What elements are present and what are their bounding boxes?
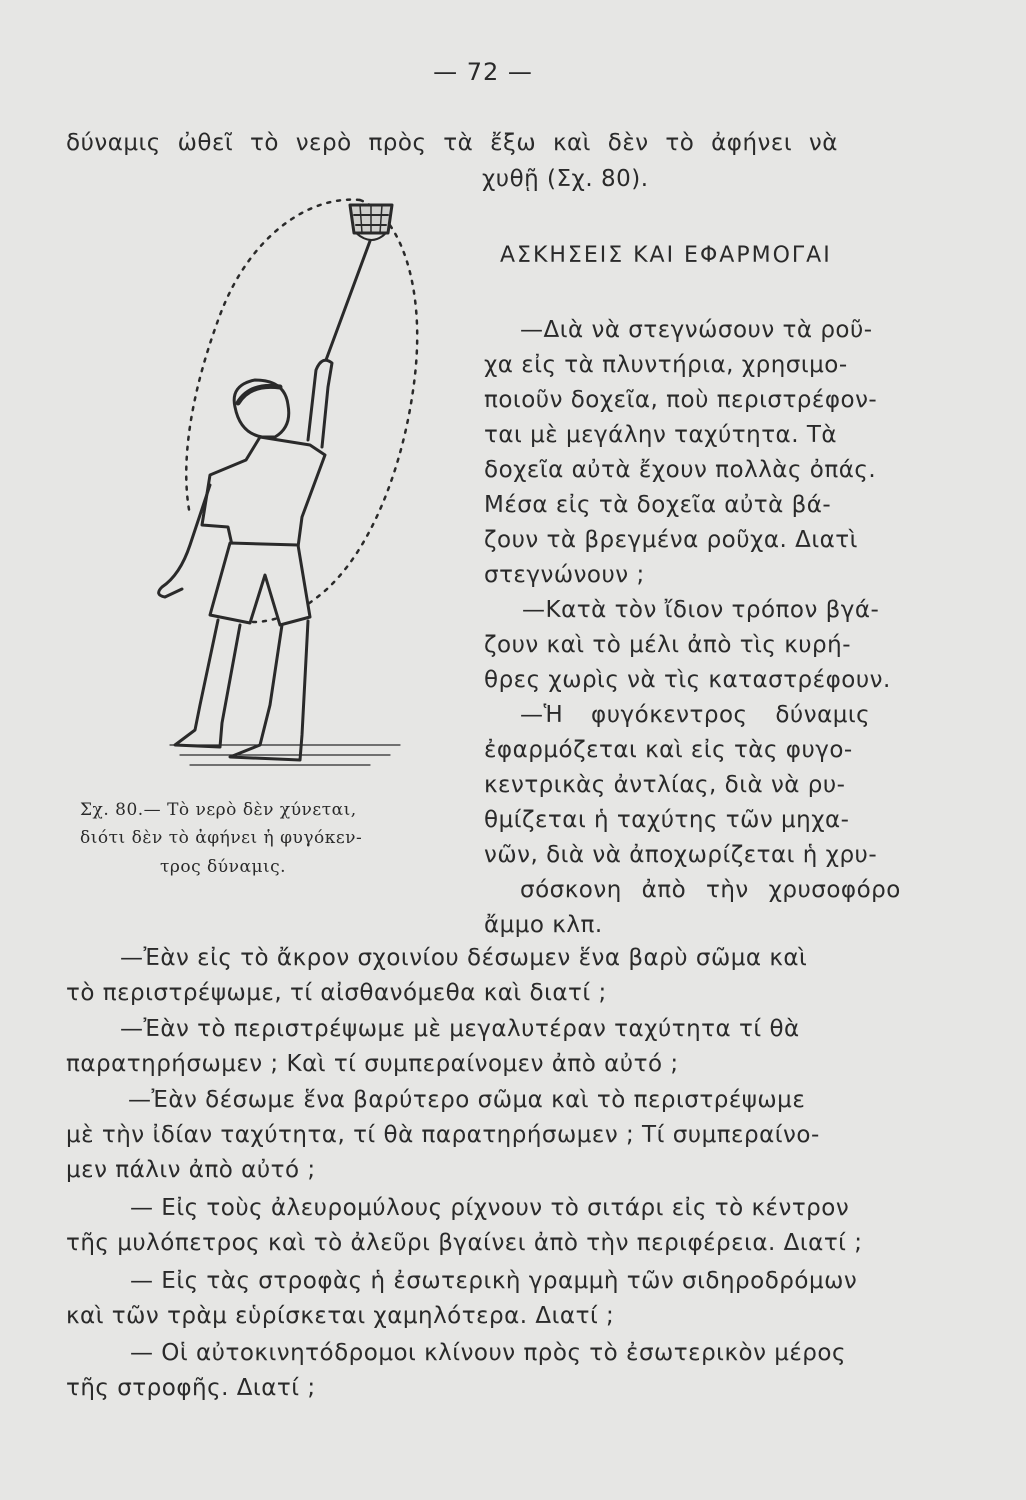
boy-arm-lowered	[159, 485, 210, 597]
body-line: τῆς στροφῆς. Διατί ;	[66, 1375, 316, 1401]
body-line: τὸ περιστρέψωμε, τί αἰσθανόμεθα καὶ διατί ;	[66, 980, 607, 1006]
intro-line: δύναμις ὠθεῖ τὸ νερὸ πρὸς τὰ ἔξω καὶ δὲν τὸ ἀφήνει νὰ	[66, 130, 838, 156]
right-column-line: ἐφαρμόζεται καὶ εἰς τὰς φυγο-	[484, 737, 853, 763]
right-column-line: —Διὰ νὰ στεγνώσουν τὰ ροῦ-	[520, 317, 873, 343]
body-line: καὶ τῶν τρὰμ εὑρίσκεται χαμηλότερα. Διατί ;	[66, 1303, 615, 1329]
right-column-line: στεγνώνουν ;	[484, 562, 645, 588]
body-line: τῆς μυλόπετρος καὶ τὸ ἀλεῦρι βγαίνει ἀπὸ τὴν περιφέρεια. Διατί ;	[66, 1230, 863, 1256]
rope	[326, 241, 370, 360]
body-line: —Ἐὰν εἰς τὸ ἄκρον σχοινίου δέσωμεν ἕνα βαρὺ σῶμα καὶ	[120, 945, 808, 971]
right-column-line: νῶν, διὰ νὰ ἀποχωρίζεται ἡ χρυ-	[484, 842, 878, 868]
body-line: —Ἐὰν δέσωμε ἕνα βαρύτερο σῶμα καὶ τὸ περιστρέψωμε	[128, 1087, 806, 1113]
right-column-line: κεντρικὰς ἀντλίας, διὰ νὰ ρυ-	[484, 772, 846, 798]
boy-shorts	[210, 543, 310, 625]
right-column-line: ποιοῦν δοχεῖα, ποὺ περιστρέφον-	[484, 387, 878, 413]
ground-shadow	[170, 745, 400, 765]
right-column-line: δοχεῖα αὐτὰ ἔχουν πολλὰς ὀπάς.	[484, 457, 877, 483]
right-column-line: —Ἡ φυγόκεντρος δύναμις	[520, 702, 871, 728]
boy-arm-raised	[308, 360, 332, 447]
figure-caption: τρος δύναμις.	[160, 857, 287, 877]
right-column-line: —Κατὰ τὸν ἴδιον τρόπον βγά-	[522, 597, 880, 623]
section-heading: ΑΣΚΗΣΕΙΣ ΚΑΙ ΕΦΑΡΜΟΓΑΙ	[500, 243, 832, 268]
body-line: —Ἐὰν τὸ περιστρέψωμε μὲ μεγαλυτέραν ταχύτητα τί θὰ	[120, 1016, 800, 1042]
right-column-line: ζουν καὶ τὸ μέλι ἀπὸ τὶς κυρή-	[484, 632, 852, 658]
figure-80-illustration	[70, 175, 450, 795]
boy-leg-left	[175, 620, 240, 747]
body-line: — Εἰς τοὺς ἀλευρομύλους ρίχνουν τὸ σιτάρι εἰς τὸ κέντρον	[130, 1195, 850, 1221]
right-column-line: χα εἰς τὰ πλυντήρια, χρησιμο-	[484, 352, 848, 378]
right-column-line: σόσκονη ἀπὸ τὴν χρυσοφόρο	[520, 877, 901, 903]
page-number: — 72 —	[433, 58, 533, 86]
bucket-icon	[350, 205, 392, 240]
figure-caption: διότι δὲν τὸ ἀφήνει ἡ φυγόκεν-	[80, 828, 363, 848]
intro-line: χυθῇ (Σχ. 80).	[482, 166, 649, 192]
figure-caption: Σχ. 80.— Τὸ νερὸ δὲν χύνεται,	[80, 800, 357, 820]
right-column-line: Μέσα εἰς τὰ δοχεῖα αὐτὰ βά-	[484, 492, 832, 518]
boy-leg-right	[230, 621, 308, 760]
right-column-line: ται μὲ μεγάλην ταχύτητα. Τὰ	[484, 422, 838, 448]
body-line: μεν πάλιν ἀπὸ αὐτό ;	[66, 1157, 316, 1183]
right-column-line: ἄμμο κλπ.	[484, 912, 603, 938]
body-line: — Οἱ αὐτοκινητόδρομοι κλίνουν πρὸς τὸ ἐσωτερικὸν μέρος	[130, 1340, 846, 1366]
body-line: — Εἰς τὰς στροφὰς ἡ ἐσωτερικὴ γραμμὴ τῶν σιδηροδρόμων	[130, 1268, 858, 1294]
boy-torso	[202, 437, 325, 547]
right-column-line: θρες χωρὶς νὰ τὶς καταστρέφουν.	[484, 667, 891, 693]
right-column-line: ζουν τὰ βρεγμένα ροῦχα. Διατὶ	[484, 527, 858, 553]
body-line: παρατηρήσωμεν ; Καὶ τί συμπεραίνομεν ἀπὸ αὐτό ;	[66, 1051, 679, 1077]
right-column-line: θμίζεται ἡ ταχύτης τῶν μηχα-	[484, 807, 850, 833]
body-line: μὲ τὴν ἰδίαν ταχύτητα, τί θὰ παρατηρήσωμεν ; Τί συμπεραίνο-	[66, 1122, 820, 1148]
